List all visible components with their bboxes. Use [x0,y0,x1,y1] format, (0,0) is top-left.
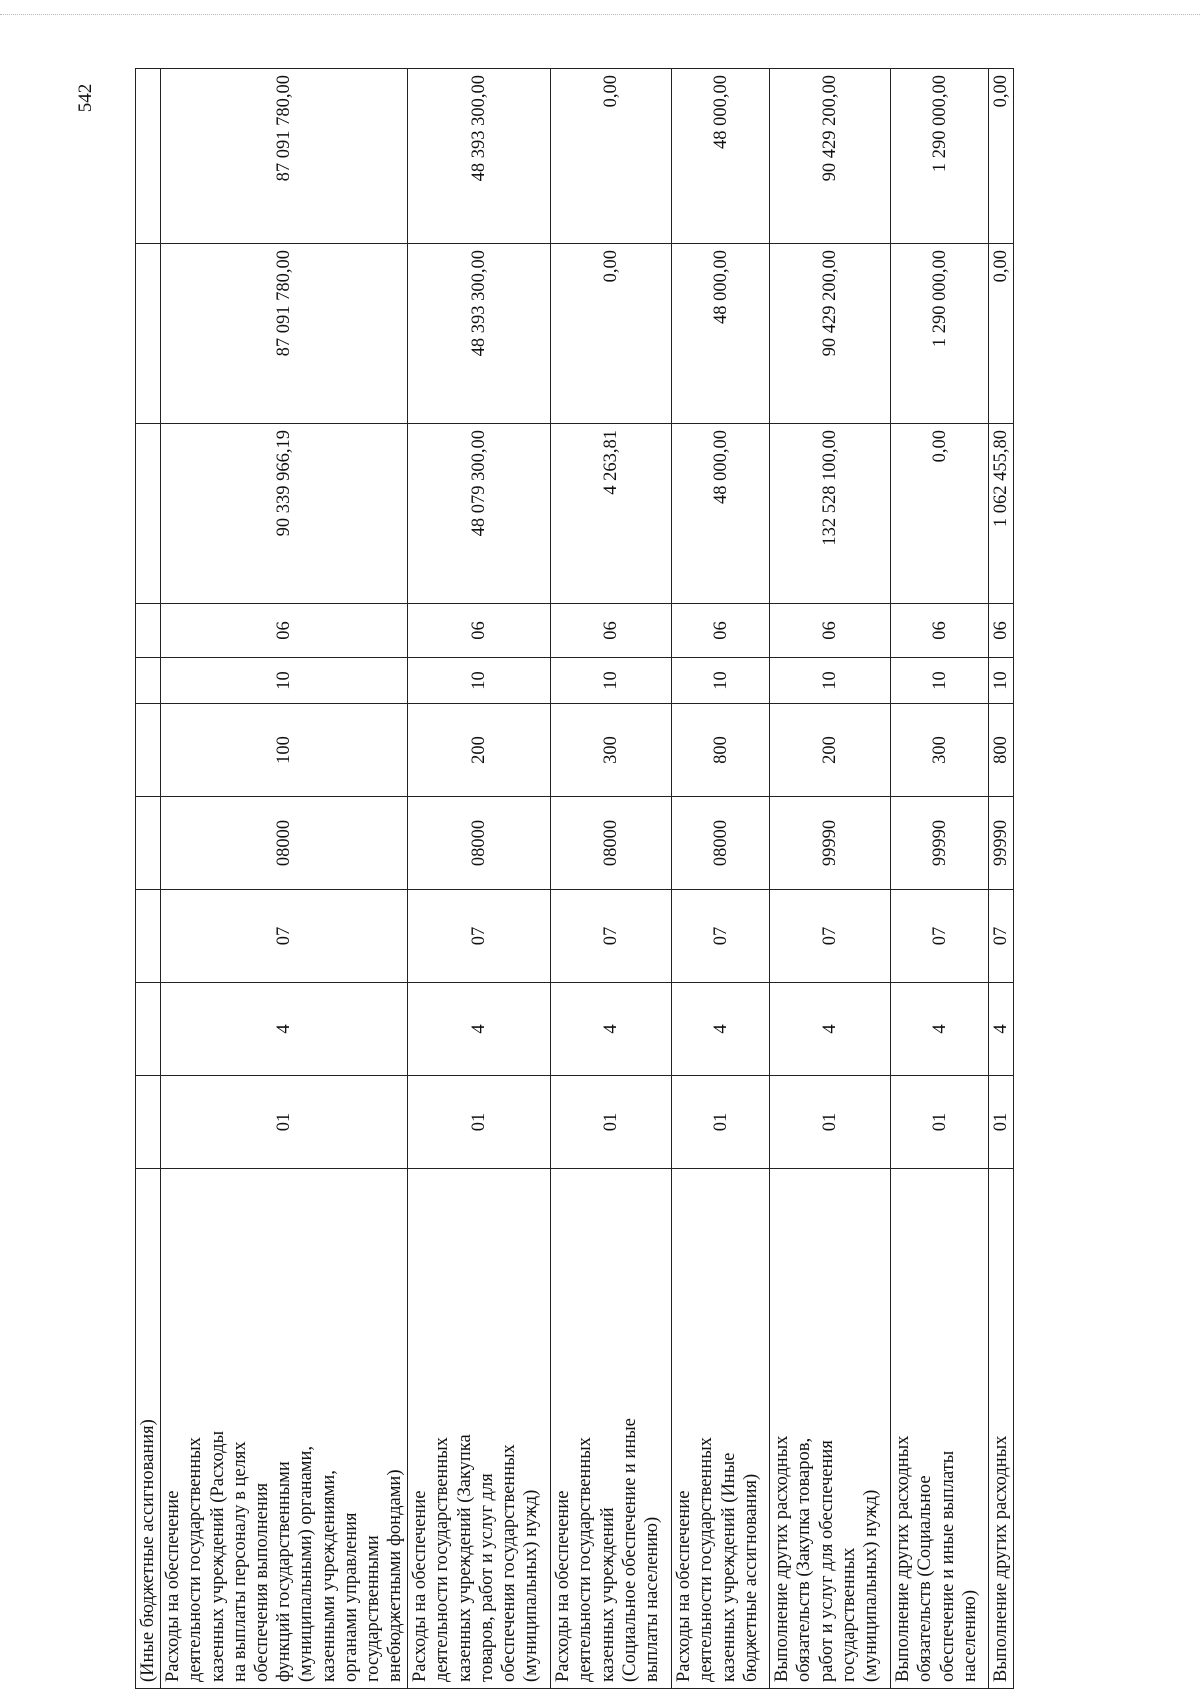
row-description: Выполнение других расходных обязательств (Социальное обеспечение и иные выплаты населению) [891,1169,989,1689]
row-target-code: 99990 [770,797,891,890]
row-code-b: 06 [989,604,1014,658]
row-amount-2: 87 091 780,00 [161,244,408,424]
row-admin-code: 01 [551,1076,672,1169]
table-row [161,69,408,1689]
row-code-a: 10 [989,658,1014,704]
row-subsection-code: 07 [672,890,770,983]
row-section-code: 4 [408,983,551,1076]
row-admin-code: 01 [770,1076,891,1169]
budget-table-body [136,69,1014,1689]
row-amount-2: 90 429 200,00 [770,244,891,424]
row-amount-2: 1 290 000,00 [891,244,989,424]
row-target-code: 08000 [672,797,770,890]
row-admin-code: 01 [408,1076,551,1169]
row-code-a: 10 [891,658,989,704]
row-target-code: 08000 [161,797,408,890]
row-description: Расходы на обеспечение деятельности государственных казенных учреждений (Расходы на выплаты персоналу в целях обеспечения выполнения функций государственными (муниципальными) органами, казенными учреждениями, органами управления государственными внебюджетными фондами) [161,1169,408,1689]
row-amount-1: 90 339 966,19 [161,424,408,604]
row-description: Расходы на обеспечение деятельности государственных казенных учреждений (Иные бюджетные ассигнования) [672,1169,770,1689]
row-target-code: 99990 [891,797,989,890]
row-amount-3: 0,00 [989,69,1014,244]
page-number: 542 [75,83,96,113]
row-expense-kind: 200 [408,704,551,797]
table-row [672,69,770,1689]
row-admin-code [136,1076,161,1169]
row-section-code: 4 [891,983,989,1076]
row-amount-1: 48 000,00 [672,424,770,604]
row-admin-code: 01 [891,1076,989,1169]
row-description: Выполнение других расходных [989,1169,1014,1689]
table-row [770,69,891,1689]
row-code-a: 10 [161,658,408,704]
row-code-b: 06 [672,604,770,658]
row-code-a: 10 [408,658,551,704]
row-code-b: 06 [891,604,989,658]
row-amount-3: 90 429 200,00 [770,69,891,244]
row-subsection-code: 07 [989,890,1014,983]
row-expense-kind: 300 [551,704,672,797]
row-section-code [136,983,161,1076]
row-section-code: 4 [161,983,408,1076]
table-row [408,69,551,1689]
row-expense-kind: 800 [672,704,770,797]
row-amount-2: 48 393 300,00 [408,244,551,424]
row-subsection-code: 07 [551,890,672,983]
row-subsection-code: 07 [161,890,408,983]
row-expense-kind [136,704,161,797]
row-code-b: 06 [408,604,551,658]
rotated-table-container [135,69,1155,1689]
scan-edge-line [0,14,1200,15]
row-amount-2 [136,244,161,424]
row-code-a: 10 [770,658,891,704]
row-amount-3 [136,69,161,244]
row-admin-code: 01 [989,1076,1014,1169]
row-amount-2: 48 000,00 [672,244,770,424]
row-expense-kind: 300 [891,704,989,797]
row-amount-3: 48 393 300,00 [408,69,551,244]
row-amount-3: 87 091 780,00 [161,69,408,244]
row-amount-1: 0,00 [891,424,989,604]
row-admin-code: 01 [161,1076,408,1169]
row-expense-kind: 200 [770,704,891,797]
row-code-a: 10 [672,658,770,704]
row-amount-1: 1 062 455,80 [989,424,1014,604]
row-subsection-code: 07 [891,890,989,983]
row-description: Расходы на обеспечение деятельности государственных казенных учреждений (Закупка товаров, работ и услуг для обеспечения государственных (муниципальных) нужд) [408,1169,551,1689]
table-row [136,69,161,1689]
row-description: Расходы на обеспечение деятельности государственных казенных учреждений (Социальное обеспечение и иные выплаты населению) [551,1169,672,1689]
row-expense-kind: 800 [989,704,1014,797]
row-description: (Иные бюджетные ассигнования) [136,1169,161,1689]
row-code-b: 06 [770,604,891,658]
row-section-code: 4 [770,983,891,1076]
row-target-code [136,797,161,890]
row-amount-2: 0,00 [551,244,672,424]
row-section-code: 4 [551,983,672,1076]
budget-table [135,68,1014,1689]
row-code-b: 06 [161,604,408,658]
row-subsection-code [136,890,161,983]
row-amount-3: 1 290 000,00 [891,69,989,244]
row-section-code: 4 [672,983,770,1076]
row-admin-code: 01 [672,1076,770,1169]
table-row [891,69,989,1689]
row-target-code: 08000 [551,797,672,890]
row-amount-3: 0,00 [551,69,672,244]
row-target-code: 08000 [408,797,551,890]
row-code-a [136,658,161,704]
row-expense-kind: 100 [161,704,408,797]
table-row [989,69,1014,1689]
row-code-a: 10 [551,658,672,704]
row-subsection-code: 07 [408,890,551,983]
row-amount-1: 48 079 300,00 [408,424,551,604]
row-amount-3: 48 000,00 [672,69,770,244]
row-code-b: 06 [551,604,672,658]
row-subsection-code: 07 [770,890,891,983]
row-amount-2: 0,00 [989,244,1014,424]
row-target-code: 99990 [989,797,1014,890]
row-amount-1: 4 263,81 [551,424,672,604]
row-section-code: 4 [989,983,1014,1076]
row-amount-1 [136,424,161,604]
row-amount-1: 132 528 100,00 [770,424,891,604]
table-row [551,69,672,1689]
row-description: Выполнение других расходных обязательств (Закупка товаров, работ и услуг для обеспечения государственных (муниципальных) нужд) [770,1169,891,1689]
row-code-b [136,604,161,658]
